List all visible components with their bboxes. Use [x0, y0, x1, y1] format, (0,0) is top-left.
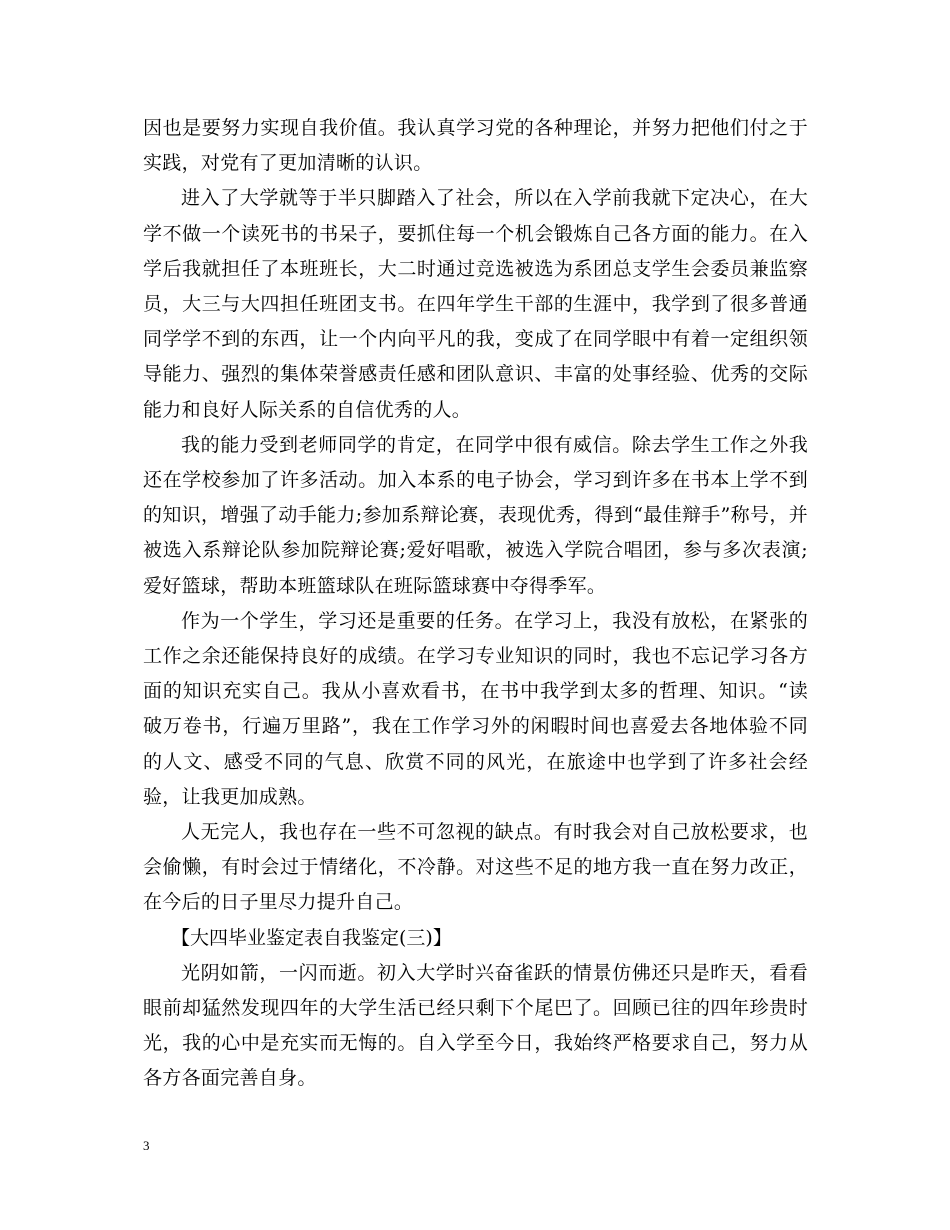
paragraph-3: 我的能力受到老师同学的肯定，在同学中很有威信。除去学生工作之外我还在学校参加了许多活动。加入本系的电子协会，学习到许多在书本上学不到的知识，增强了动手能力;参加系辩论赛，表现优秀，得到“最佳辩手”称号，并被选入系辩论队参加院辩论赛;爱好唱歌，被选入学院合唱团，参与多次表演;爱好篮球，帮助本班篮球队在班际篮球赛中夺得季军。	[143, 433, 808, 597]
section-heading: 【大四毕业鉴定表自我鉴定(三)】	[171, 926, 452, 949]
paragraph-6: 光阴如箭，一闪而逝。初入大学时兴奋雀跃的情景仿佛还只是昨天，看看眼前却猛然发现四年的大学生活已经只剩下个尾巴了。回顾已往的四年珍贵时光，我的心中是充实而无悔的。自入学至今日，我始终严格要求自己，努力从各方各面完善自身。	[143, 961, 808, 1090]
paragraph-5: 人无完人，我也存在一些不可忽视的缺点。有时我会对自己放松要求，也会偷懒，有时会过于情绪化，不冷静。对这些不足的地方我一直在努力改正，在今后的日子里尽力提升自己。	[143, 821, 808, 914]
paragraph-1: 因也是要努力实现自我价值。我认真学习党的各种理论，并努力把他们付之于实践，对党有了更加清晰的认识。	[143, 117, 808, 175]
page-number: 3	[143, 1138, 150, 1153]
paragraph-2: 进入了大学就等于半只脚踏入了社会，所以在入学前我就下定决心，在大学不做一个读死书的书呆子，要抓住每一个机会锻炼自己各方面的能力。在入学后我就担任了本班班长，大二时通过竞选被选为系团总支学生会委员兼监察员，大三与大四担任班团支书。在四年学生干部的生涯中，我学到了很多普通同学学不到的东西，让一个内向平凡的我，变成了在同学眼中有着一定组织领导能力、强烈的集体荣誉感责任感和团队意识、丰富的处事经验、优秀的交际能力和良好人际关系的自信优秀的人。	[143, 187, 808, 421]
document-body	[143, 111, 808, 1097]
paragraph-4: 作为一个学生，学习还是重要的任务。在学习上，我没有放松，在紧张的工作之余还能保持良好的成绩。在学习专业知识的同时，我也不忘记学习各方面的知识充实自己。我从小喜欢看书，在书中我学到太多的哲理、知识。“读破万卷书，行遍万里路”，我在工作学习外的闲暇时间也喜爱去各地体验不同的人文、感受不同的气息、欣赏不同的风光，在旅途中也学到了许多社会经验，让我更加成熟。	[143, 609, 808, 808]
